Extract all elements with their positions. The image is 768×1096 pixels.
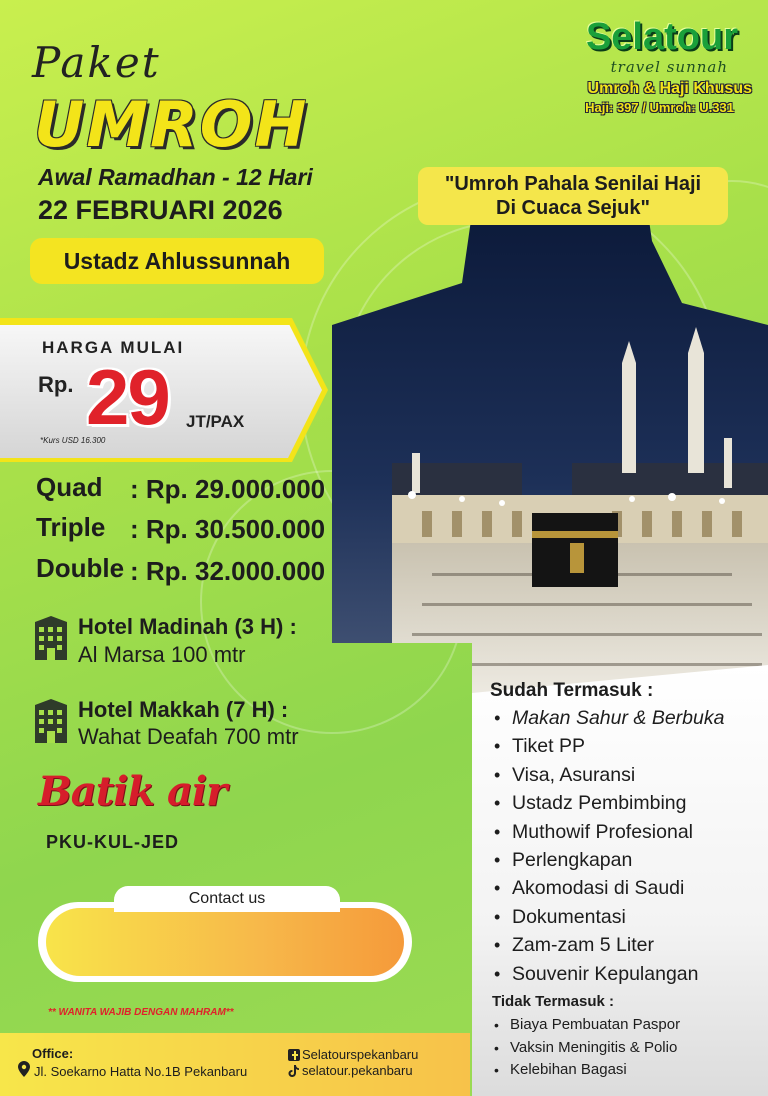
exchange-rate-note: *Kurs USD 16.300 [40, 436, 106, 445]
room-type-quad: Quad [36, 472, 103, 502]
hotel-madinah-title: Hotel Madinah (3 H) : [78, 614, 297, 639]
list-item: • Muthowif Profesional [490, 818, 760, 846]
room-price-quad: : Rp. 29.000.000 [130, 474, 326, 504]
list-item: • Vaksin Meningitis & Polio [490, 1037, 760, 1060]
office-label: Office: [32, 1046, 74, 1061]
office-address: Jl. Soekarno Hatta No.1B Pekanbaru [34, 1064, 248, 1079]
list-item: • Ustadz Pembimbing [490, 789, 760, 817]
brand-tagline: travel sunnah [610, 58, 728, 76]
list-item: • Makan Sahur & Berbuka [490, 704, 760, 732]
room-type-double: Double [36, 553, 125, 583]
building-icon [34, 699, 68, 743]
excluded-list [490, 1014, 760, 1082]
brand-license: Haji: 397 / Umroh: U.331 [585, 100, 734, 115]
airline-logo: Batik air [38, 768, 227, 815]
list-item: • Kelebihan Bagasi [490, 1059, 760, 1082]
brand-service: Umroh & Haji Khusus [587, 80, 752, 97]
price-label: HARGA MULAI [42, 338, 185, 357]
brand-logo: Selatour [585, 16, 738, 58]
contact-box[interactable] [46, 908, 404, 976]
included-title: Sudah Termasuk : [490, 680, 654, 701]
social-handle-instagram[interactable]: Selatourspekanbaru [302, 1047, 419, 1062]
hotel-makkah-name: Wahat Deafah 700 mtr [78, 724, 299, 749]
building-icon [34, 616, 68, 660]
flight-route: PKU-KUL-JED [46, 832, 180, 852]
contact-us-label: Contact us [114, 886, 340, 912]
price-amount: 29 [86, 353, 169, 441]
paket-script-title: Paket [32, 38, 161, 87]
included-list [490, 704, 760, 988]
package-duration: Awal Ramadhan - 12 Hari [38, 164, 313, 190]
quote-line-1: "Umroh Pahala Senilai Haji [444, 173, 702, 195]
list-item: • Akomodasi di Saudi [490, 874, 760, 902]
hotel-madinah-name: Al Marsa 100 mtr [78, 642, 246, 667]
price-currency: Rp. [38, 372, 74, 397]
room-price-double: : Rp. 32.000.000 [130, 556, 326, 586]
price-unit: JT/PAX [186, 412, 245, 431]
quote-line-2: Di Cuaca Sejuk" [496, 197, 650, 219]
list-item: • Dokumentasi [490, 903, 760, 931]
room-price-triple: : Rp. 30.500.000 [130, 514, 326, 544]
list-item: • Biaya Pembuatan Paspor [490, 1014, 760, 1037]
list-item: • Souvenir Kepulangan [490, 960, 760, 988]
mahram-warning: ** WANITA WAJIB DENGAN MAHRAM** [48, 1007, 234, 1018]
departure-date: 22 FEBRUARI 2026 [38, 195, 283, 225]
excluded-title: Tidak Termasuk : [492, 993, 614, 1010]
tiktok-icon [288, 1065, 300, 1077]
umroh-title: UMROH [34, 88, 309, 161]
room-type-triple: Triple [36, 512, 106, 542]
facebook-instagram-icon [288, 1049, 300, 1061]
quote-badge [418, 167, 728, 225]
list-item: • Zam-zam 5 Liter [490, 931, 760, 959]
list-item: • Visa, Asuransi [490, 761, 760, 789]
list-item: • Tiket PP [490, 732, 760, 760]
social-handle-tiktok[interactable]: selatour.pekanbaru [302, 1063, 413, 1078]
list-item: • Perlengkapan [490, 846, 760, 874]
ustadz-badge: Ustadz Ahlussunnah [30, 238, 324, 284]
location-pin-icon [18, 1061, 30, 1077]
hotel-makkah-title: Hotel Makkah (7 H) : [78, 697, 289, 722]
